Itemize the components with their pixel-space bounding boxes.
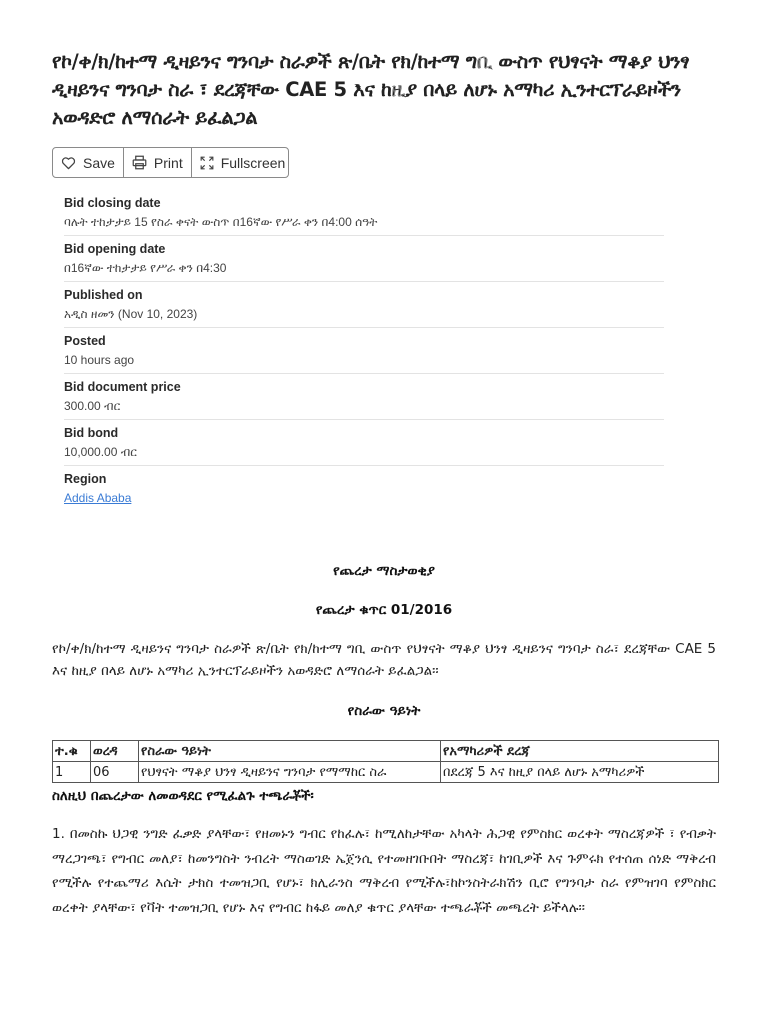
table-header-row [53, 741, 719, 762]
column-header-consultant-grade: የአማካሪዎች ደረጃ [441, 741, 719, 762]
print-button[interactable] [124, 148, 192, 177]
printer-icon [132, 155, 147, 170]
detail-label: Bid document price [64, 380, 181, 394]
column-header-work-type: የስራው ዓይነት [139, 741, 441, 762]
detail-label: Region [64, 472, 107, 486]
column-header-woreda: ወረዳ [91, 741, 139, 762]
notice-heading: የጨረታ ማስታወቂያ [333, 563, 435, 579]
bid-details [64, 190, 664, 512]
notice-intro: የኮ/ቀ/ክ/ከተማ ዲዛይንና ግንባታ ስራዎች ጽ/ቤት የክ/ከተማ ግቢ ውስጥ የህፃናት ማቆያ ህንፃ ዲዛይንና ግንባታ ስራ፣ ደረጃቸው CAE 5 እና ከዚያ በላይ ለሆኑ አማካሪ ኢንተርፕራይዞችን አወዳድሮ ለማሰራት ይፈልጋል፡፡ [52, 641, 716, 679]
column-header-number: ተ.ቁ [53, 741, 91, 762]
heart-icon [61, 156, 76, 170]
region-link[interactable]: Addis Ababa [64, 491, 132, 505]
detail-label: Bid closing date [64, 196, 161, 210]
detail-value: 10 hours ago [64, 353, 135, 367]
table-cell: 1 [53, 762, 91, 783]
requirements-heading: ስለዚህ በጨረታው ለመወዳደር የሚፈልጉ ተጫራቾች፡ [52, 788, 314, 804]
detail-row-bid-bond [64, 420, 664, 466]
page-title: የኮ/ቀ/ክ/ከተማ ዲዛይንና ግንባታ ስራዎች ጽ/ቤት የክ/ከተማ ግቢ ውስጥ የህፃናት ማቆያ ህንፃ ዲዛይንና ግንባታ ስራ ፣ ደረጃቸው CAE 5 እና ከዚያ በላይ ለሆኑ አማካሪ ኢንተርፕራይዞችን አወዳድሮ ለማሰራት ይፈልጋል [52, 50, 690, 129]
detail-value: አዲስ ዘመን (Nov 10, 2023) [64, 307, 198, 321]
detail-row-posted [64, 328, 664, 374]
detail-label: Bid bond [64, 426, 119, 440]
detail-value: በ16ኛው ተከታታይ የሥራ ቀን በ4:30 [64, 261, 227, 275]
table-cell: በደረጃ 5 እና ከዚያ በላይ ለሆኑ አማካሪዎች [441, 762, 719, 783]
detail-row-region [64, 466, 664, 512]
detail-value: ባሉት ተከታታይ 15 የስራ ቀናት ውስጥ በ16ኛው የሥራ ቀን በ4:00 ሰዓት [64, 215, 378, 229]
detail-value: 10,000.00 ብር [64, 445, 137, 459]
notice-number: የጨረታ ቁጥር 01/2016 [315, 602, 453, 618]
detail-label: Posted [64, 334, 106, 348]
detail-row-opening-date [64, 236, 664, 282]
detail-row-closing-date [64, 190, 664, 236]
detail-value: 300.00 ብር [64, 399, 121, 413]
work-type-table [52, 740, 719, 783]
fullscreen-icon [200, 156, 214, 170]
action-toolbar [52, 147, 289, 178]
detail-row-document-price [64, 374, 664, 420]
work-type-heading: የስራው ዓይነት [347, 703, 421, 719]
print-label: Print [153, 154, 183, 171]
table-cell: 06 [91, 762, 139, 783]
fullscreen-label: Fullscreen [220, 154, 286, 171]
detail-label: Published on [64, 288, 143, 302]
detail-row-published-on [64, 282, 664, 328]
detail-label: Bid opening date [64, 242, 166, 256]
table-row [53, 762, 719, 783]
save-label: Save [83, 154, 115, 171]
save-button[interactable] [53, 148, 124, 177]
fullscreen-button[interactable] [192, 148, 289, 177]
requirement-item-1: 1. በመስኩ ህጋዊ ንግድ ፈቃድ ያላቸው፣ የዘመኑን ግብር የከፈሉ፣ ከሚለከታቸው አካላት ሕጋዊ የምስክር ወረቀት ማስረጃዎች ፣ የብቃት ማረጋገጫ፣ የግብር መለያ፣ ከመንግስት ንብረት ማስወገድ ኤጀንሲ የተመዘገቡበት ማስረጃ፣ ከገቢዎች እና ጉምሩክ የተሰጠ ሰነድ ማቅረብ የሚችሉ የተጨማሪ እሴት ታክስ ተመዝጋቢ የሆኑ፣ ክሊራንስ ማቅረብ የሚችሉ፣ከኮንስትራክሽን ቢሮ የግንባታ ስራ የምዝገባ የምስክር ወረቀት ያላቸው፣ የቫት ተመዝጋቢ የሆኑ እና የግብር ከፋይ መለያ ቁጥር ያላቸው ተጫራቾች መጫረት ይችላሉ፡፡ [52, 826, 716, 916]
table-cell: የህፃናት ማቆያ ህንፃ ዲዛይንና ግንባታ የማማከር ስራ [139, 762, 441, 783]
